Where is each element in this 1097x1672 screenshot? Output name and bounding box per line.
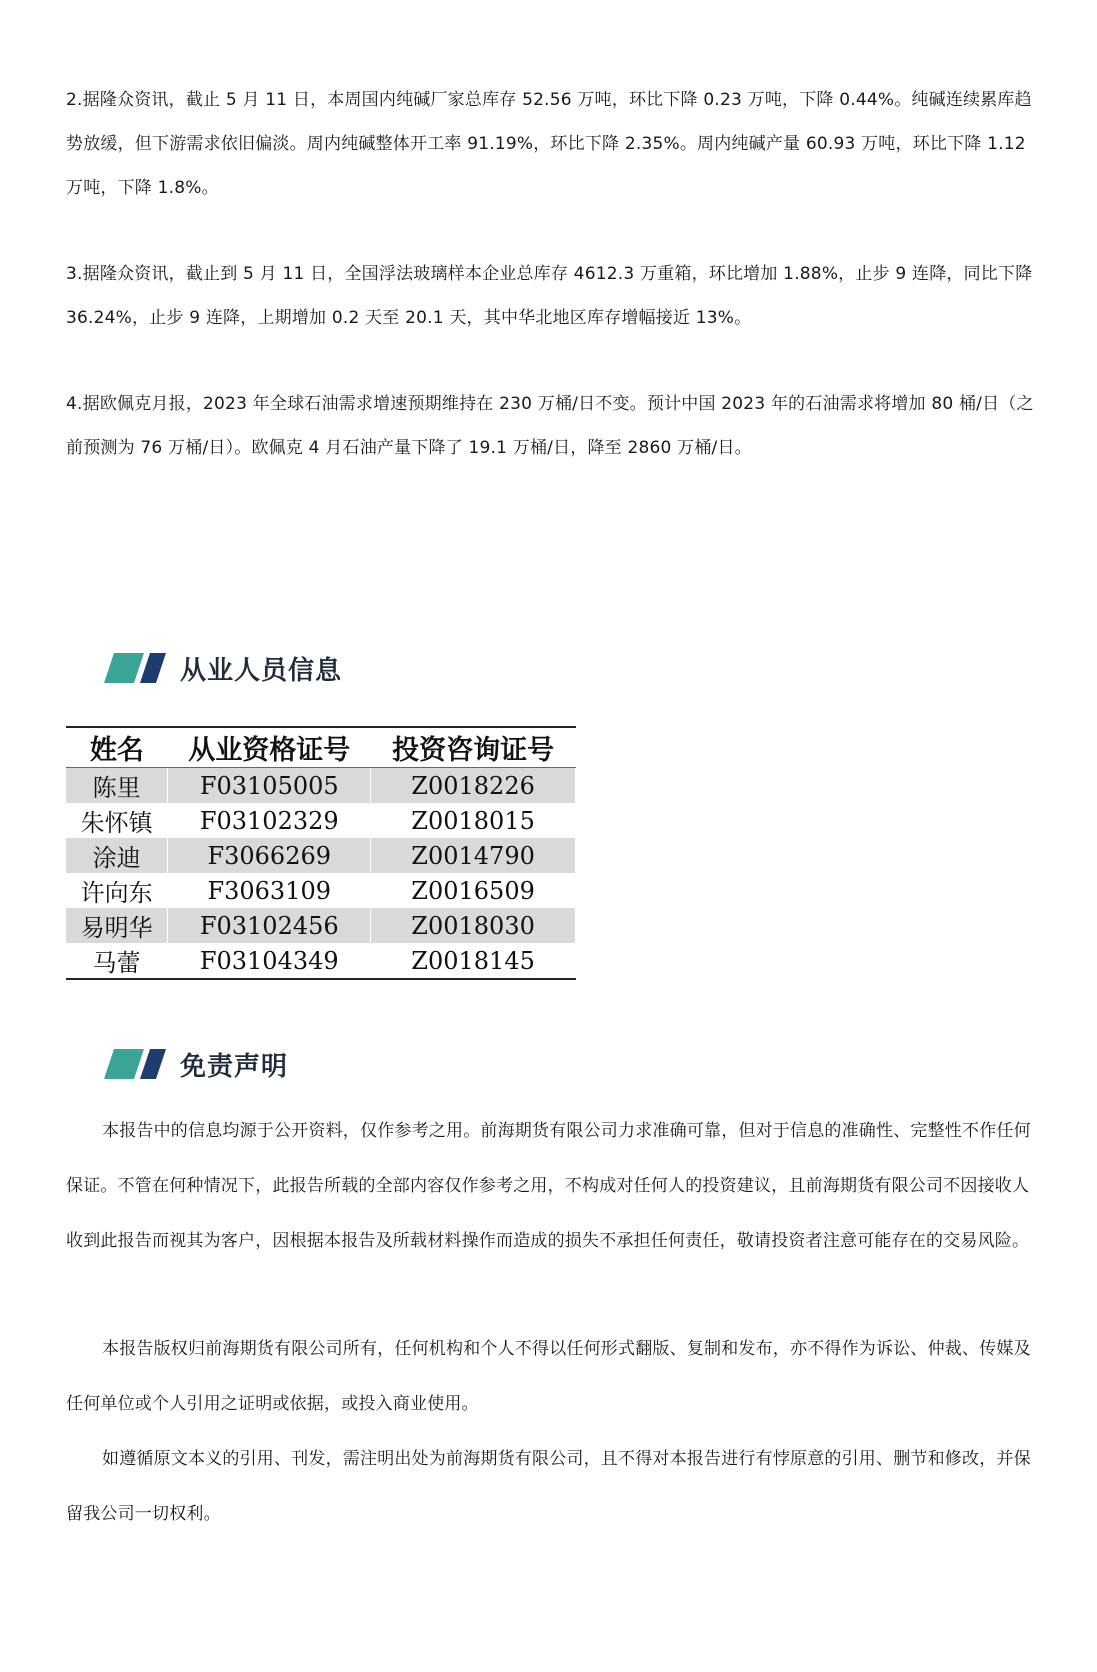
qualification-number: F3063109 <box>168 873 371 908</box>
qualification-number: F03104349 <box>168 943 371 979</box>
staff-name: 朱怀镇 <box>66 803 168 838</box>
consulting-number: Z0016509 <box>371 873 576 908</box>
staff-name: 涂迪 <box>66 838 168 873</box>
staff-section-title: 从业人员信息 <box>180 655 343 686</box>
disclaimer-section-title: 免责声明 <box>180 1051 289 1082</box>
table-row <box>66 908 576 943</box>
disclaimer-paragraph-3: 如遵循原文本义的引用、刊发，需注明出处为前海期货有限公司，且不得对本报告进行有悖原意的引用、删节和修改，并保留我公司一切权利。 <box>66 1449 1031 1524</box>
staff-name: 许向东 <box>66 873 168 908</box>
qualification-number: F03102456 <box>168 908 371 943</box>
consulting-number: Z0018030 <box>371 908 576 943</box>
consulting-number: Z0018226 <box>371 768 576 804</box>
staff-section-header <box>104 648 342 688</box>
news-item-4: 4.据欧佩克月报，2023 年全球石油需求增速预期维持在 230 万桶/日不变。预计中国 2023 年的石油需求将增加 80 桶/日（之前预测为 76 万桶/日）。欧佩克 4 月石油产量下降了 19.1 万桶/日，降至 2860 万桶/日。 <box>66 394 1034 458</box>
disclaimer-paragraph-2: 本报告版权归前海期货有限公司所有，任何机构和个人不得以任何形式翻版、复制和发布，亦不得作为诉讼、仲裁、传媒及任何单位或个人引用之证明或依据，或投入商业使用。 <box>66 1339 1031 1414</box>
table-row <box>66 803 576 838</box>
column-header-consulting: 投资咨询证号 <box>371 727 576 768</box>
column-header-name: 姓名 <box>66 727 168 768</box>
section-banner-icon <box>104 653 166 683</box>
table-row <box>66 873 576 908</box>
section-banner-icon <box>104 1049 166 1079</box>
staff-name: 易明华 <box>66 908 168 943</box>
news-item-3: 3.据隆众资讯，截止到 5 月 11 日，全国浮法玻璃样本企业总库存 4612.3 万重箱，环比增加 1.88%，止步 9 连降，同比下降 36.24%，止步 9 连降，上期增加 0.2 天至 20.1 天，其中华北地区库存增幅接近 13%。 <box>66 264 1033 328</box>
qualification-number: F03102329 <box>168 803 371 838</box>
qualification-number: F3066269 <box>168 838 371 873</box>
staff-name: 陈里 <box>66 768 168 804</box>
table-row <box>66 943 576 979</box>
disclaimer-paragraph-1: 本报告中的信息均源于公开资料，仅作参考之用。前海期货有限公司力求准确可靠，但对于信息的准确性、完整性不作任何保证。不管在何种情况下，此报告所载的全部内容仅作参考之用，不构成对任何人的投资建议，且前海期货有限公司不因接收人收到此报告而视其为客户，因根据本报告及所载材料操作而造成的损失不承担任何责任，敬请投资者注意可能存在的交易风险。 <box>66 1121 1031 1251</box>
disclaimer-section-header <box>104 1044 288 1084</box>
column-header-qualification: 从业资格证号 <box>168 727 371 768</box>
table-row <box>66 838 576 873</box>
consulting-number: Z0018145 <box>371 943 576 979</box>
consulting-number: Z0018015 <box>371 803 576 838</box>
staff-table <box>66 726 576 980</box>
table-row <box>66 768 576 804</box>
news-item-2: 2.据隆众资讯，截止 5 月 11 日，本周国内纯碱厂家总库存 52.56 万吨，环比下降 0.23 万吨，下降 0.44%。纯碱连续累库趋势放缓，但下游需求依旧偏淡。周内纯碱整体开工率 91.19%，环比下降 2.35%。周内纯碱产量 60.93 万吨，环比下降 1.12 万吨，下降 1.8%。 <box>66 90 1032 198</box>
staff-name: 马蕾 <box>66 943 168 979</box>
consulting-number: Z0014790 <box>371 838 576 873</box>
table-header-row <box>66 727 576 768</box>
qualification-number: F03105005 <box>168 768 371 804</box>
